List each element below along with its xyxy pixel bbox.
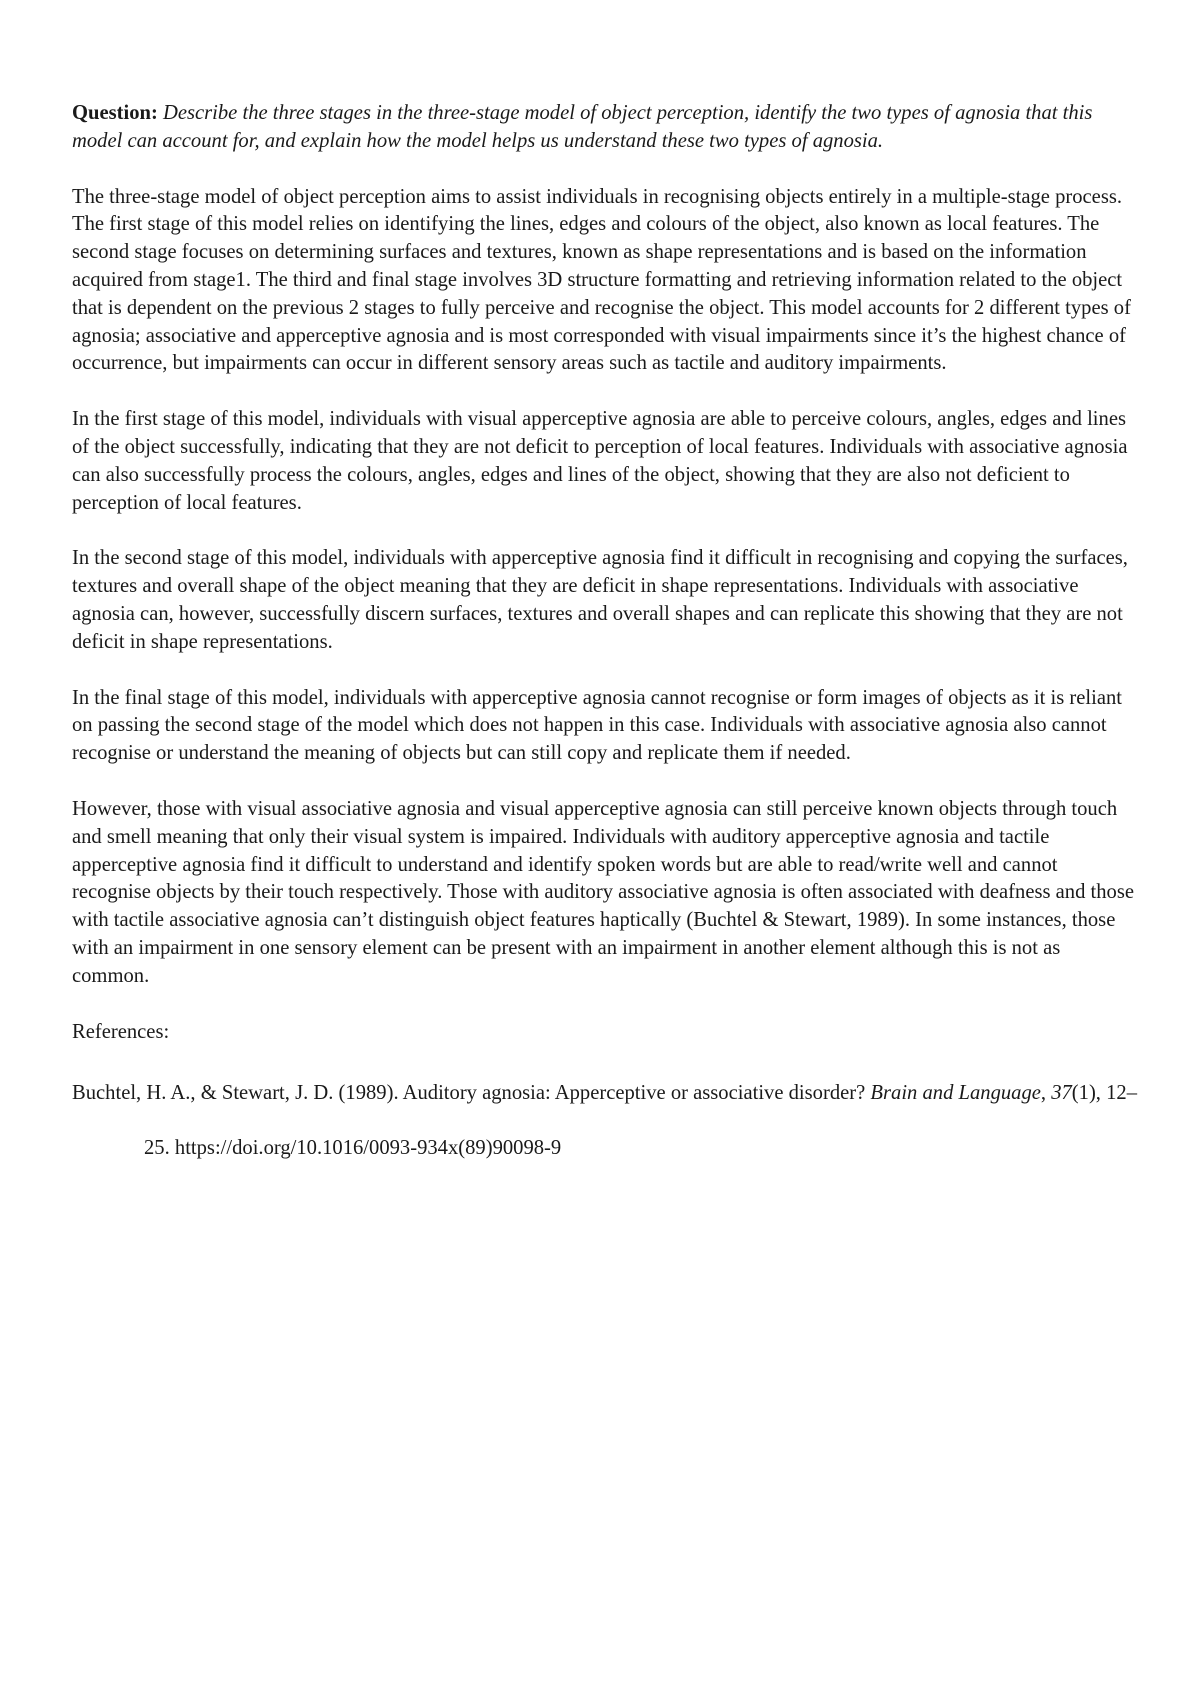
reference-journal: Brain and Language <box>870 1082 1041 1105</box>
paragraph-sensory-modalities: However, those with visual associative agnosia and visual apperceptive agnosia can still perceive known objects through touch and smell meaning that only their visual system is impaired. Individuals with auditory apperceptive agnosia and tactile apperceptive agnosia find it difficult to understand and identify spoken words but are able to read/write well and cannot recognise objects by their touch respectively. Those with auditory associative agnosia is often associated with deafness and those with tactile associative agnosia can’t distinguish object features haptically (Buchtel & Stewart, 1989). In some instances, those with an impairment in one sensory element can be present with an impairment in another element although this is not as common. <box>72 797 1134 987</box>
document-page <box>72 100 1140 1176</box>
reference-entry <box>72 1066 1140 1176</box>
reference-separator: , <box>1040 1082 1052 1105</box>
reference-authors-title: Buchtel, H. A., & Stewart, J. D. (1989). Auditory agnosia: Apperceptive or associative disorder? <box>72 1082 871 1105</box>
paragraph-first-stage: In the first stage of this model, individuals with visual apperceptive agnosia are able to perceive colours, angles, edges and lines of the object successfully, indicating that they are not deficit to perception of local features. Individuals with associative agnosia can also successfully process the colours, angles, edges and lines of the object, showing that they are also not deficient to perception of local features. <box>72 408 1128 514</box>
reference-doi-link[interactable]: https://doi.org/10.1016/0093-934x(89)90098-9 <box>174 1137 562 1160</box>
question-text: Describe the three stages in the three-stage model of object perception, identify the two types of agnosia that this model can account for, and explain how the model helps us understand these two types of agnosia. <box>72 102 1093 152</box>
paragraph-second-stage: In the second stage of this model, individuals with apperceptive agnosia find it difficult in recognising and copying the surfaces, textures and overall shape of the object meaning that they are deficit in shape representations. Individuals with associative agnosia can, however, successfully discern surfaces, textures and overall shapes and can replicate this showing that they are not deficit in shape representations. <box>72 547 1128 653</box>
question-block <box>72 100 1140 156</box>
references-heading: References: <box>72 1020 170 1043</box>
reference-issue-pages: (1), 12–25. <box>144 1082 1137 1160</box>
paragraph-final-stage: In the final stage of this model, individuals with apperceptive agnosia cannot recognise or form images of objects as it is reliant on passing the second stage of the model which does not happen in this case. Individuals with associative agnosia also cannot recognise or understand the meaning of objects but can still copy and replicate them if needed. <box>72 686 1122 765</box>
reference-volume: 37 <box>1051 1082 1072 1105</box>
paragraph-model-overview: The three-stage model of object perception aims to assist individuals in recognising objects entirely in a multiple-stage process. The first stage of this model relies on identifying the lines, edges and colours of the object, also known as local features. The second stage focuses on determining surfaces and textures, known as shape representations and is based on the information acquired from stage1. The third and final stage involves 3D structure formatting and retrieving information related to the object that is dependent on the previous 2 stages to fully perceive and recognise the object. This model accounts for 2 different types of agnosia; associative and apperceptive agnosia and is most corresponded with visual impairments since it’s the highest chance of occurrence, but impairments can occur in different sensory areas such as tactile and auditory impairments. <box>72 185 1131 375</box>
question-label: Question: <box>72 102 158 124</box>
